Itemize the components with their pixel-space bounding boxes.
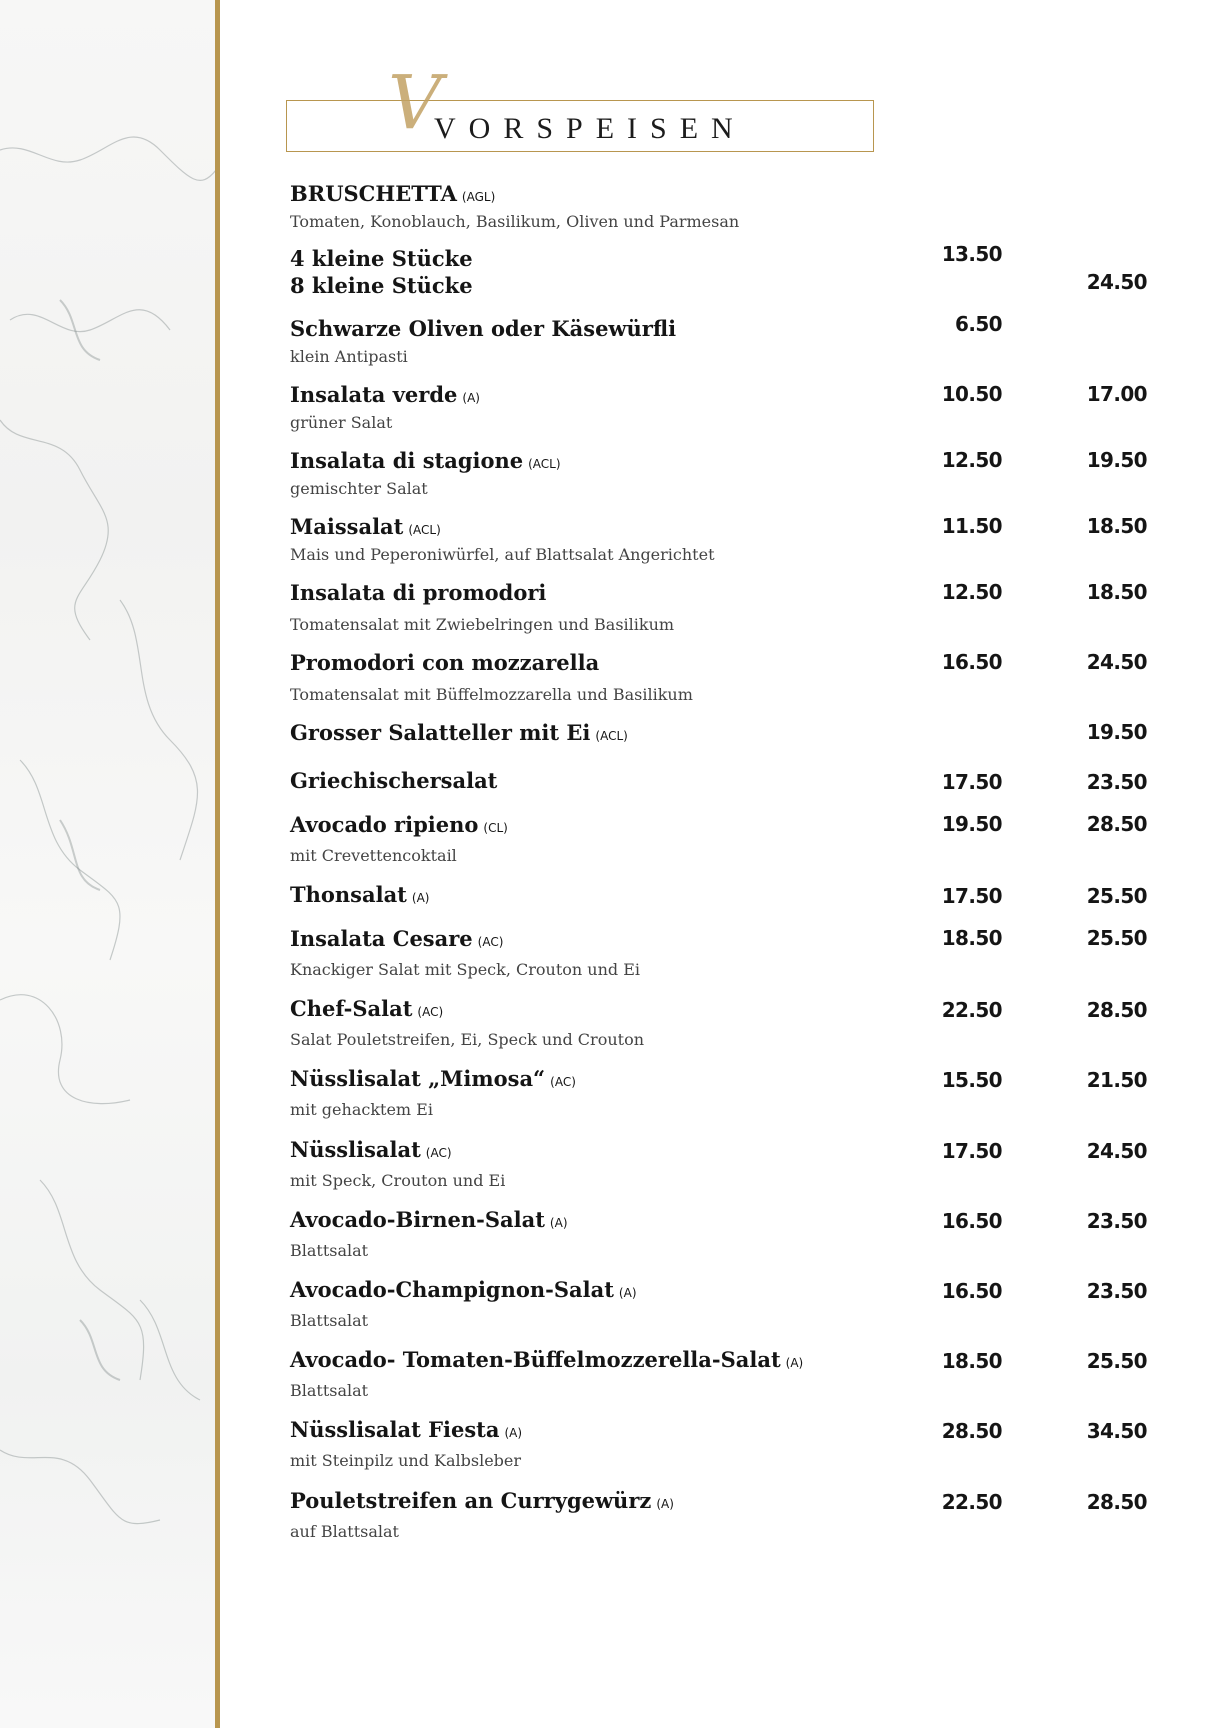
item-description: Tomaten, Konoblauch, Basilikum, Oliven und Parmesan <box>290 212 740 231</box>
menu-item <box>290 447 1150 500</box>
menu-item <box>290 925 1150 981</box>
item-allergen: (ACL) <box>595 729 628 743</box>
bruschetta-option-small: 4 kleine Stücke <box>290 246 473 271</box>
item-name: Insalata di stagione (ACL) <box>290 448 561 473</box>
item-allergen: (AC) <box>550 1075 576 1089</box>
item-description: mit gehacktem Ei <box>290 1100 433 1119</box>
menu-item-bruschetta-options <box>290 242 1150 299</box>
item-price-small: 15.50 <box>941 1068 1002 1092</box>
item-description: Blattsalat <box>290 1241 369 1260</box>
item-price-small: 12.50 <box>941 448 1002 472</box>
menu-item <box>290 811 1150 867</box>
item-price-large: 18.50 <box>1086 514 1147 538</box>
item-name: Thonsalat (A) <box>290 882 430 907</box>
item-name: Griechischersalat <box>290 768 498 793</box>
item-price-large: 19.50 <box>1086 720 1147 744</box>
item-price-large: 34.50 <box>1086 1419 1147 1443</box>
item-price-large: 17.00 <box>1086 382 1147 406</box>
item-name: Grosser Salatteller mit Ei (ACL) <box>290 720 628 745</box>
item-price-small: 28.50 <box>941 1419 1002 1443</box>
item-price-large: 25.50 <box>1086 926 1147 950</box>
item-price-small: 18.50 <box>941 926 1002 950</box>
item-allergen: (AC) <box>425 1146 452 1160</box>
item-allergen: (A) <box>785 1356 804 1370</box>
menu-item <box>290 1276 1150 1332</box>
item-price-large: 18.50 <box>1086 580 1147 604</box>
item-name: Promodori con mozzarella <box>290 650 600 675</box>
menu-item <box>290 995 1150 1051</box>
item-name: Avocado-Champignon-Salat (A) <box>290 1277 637 1302</box>
item-price-small: 16.50 <box>941 1209 1002 1233</box>
item-name: Avocado ripieno (CL) <box>290 812 508 837</box>
item-price-small: 16.50 <box>941 650 1002 674</box>
marble-veins <box>0 0 216 1728</box>
item-price-small: 22.50 <box>941 1490 1002 1514</box>
menu-item <box>290 1346 1150 1402</box>
item-allergen: (AC) <box>417 1005 444 1019</box>
menu-item <box>290 1136 1150 1192</box>
item-description: gemischter Salat <box>290 479 428 498</box>
item-description: Mais und Peperoniwürfel, auf Blattsalat Angerichtet <box>290 545 715 564</box>
item-name: Nüsslisalat „Mimosa“ (AC) <box>290 1066 576 1091</box>
item-allergen: (AGL) <box>461 190 496 204</box>
item-allergen: (A) <box>549 1216 568 1230</box>
item-name: Nüsslisalat Fiesta (A) <box>290 1417 523 1442</box>
item-name: Insalata Cesare (AC) <box>290 926 504 951</box>
item-price-small: 17.50 <box>941 1139 1002 1163</box>
item-description: klein Antipasti <box>290 347 408 366</box>
item-description: Tomatensalat mit Büffelmozzarella und Basilikum <box>290 685 693 704</box>
section-monogram: V <box>388 60 442 146</box>
item-price-small: 17.50 <box>941 770 1002 794</box>
item-price-large: 21.50 <box>1086 1068 1147 1092</box>
item-price-large: 23.50 <box>1086 1279 1147 1303</box>
item-description: Salat Pouletstreifen, Ei, Speck und Crouton <box>290 1030 644 1049</box>
menu-item <box>290 513 1150 566</box>
item-description: mit Steinpilz und Kalbsleber <box>290 1451 522 1470</box>
item-allergen: (ACL) <box>528 457 561 471</box>
item-allergen: (A) <box>411 891 430 905</box>
bruschetta-price-small: 13.50 <box>941 242 1002 266</box>
item-description: grüner Salat <box>290 413 393 432</box>
item-allergen: (A) <box>504 1426 523 1440</box>
item-allergen: (A) <box>462 391 480 405</box>
menu-item <box>290 579 1150 636</box>
menu-item <box>290 767 1150 798</box>
item-price-small: 17.50 <box>941 884 1002 908</box>
item-price-large: 24.50 <box>1086 650 1147 674</box>
item-name: Avocado-Birnen-Salat (A) <box>290 1207 568 1232</box>
item-name: Avocado- Tomaten-Büffelmozzerella-Salat (A) <box>290 1347 804 1372</box>
item-description: mit Crevettencoktail <box>290 846 457 865</box>
item-price-small: 22.50 <box>941 998 1002 1022</box>
item-name: Insalata verde (A) <box>290 382 480 407</box>
item-price-large: 23.50 <box>1086 1209 1147 1233</box>
item-description: mit Speck, Crouton und Ei <box>290 1171 506 1190</box>
menu-item <box>290 719 1150 750</box>
item-price-large: 25.50 <box>1086 1349 1147 1373</box>
item-name: Maissalat (ACL) <box>290 514 441 539</box>
menu-item <box>290 1206 1150 1262</box>
item-name: Schwarze Oliven oder Käsewürfli <box>290 316 677 341</box>
marble-decoration <box>0 0 216 1728</box>
item-price-small: 10.50 <box>941 382 1002 406</box>
item-allergen: (AC) <box>477 935 504 949</box>
item-name: BRUSCHETTA (AGL) <box>290 181 496 206</box>
item-allergen: (A) <box>656 1497 674 1511</box>
menu-item <box>290 312 1150 368</box>
item-price-small: 16.50 <box>941 1279 1002 1303</box>
item-price-large: 24.50 <box>1086 1139 1147 1163</box>
menu-item <box>290 381 1150 434</box>
menu-item <box>290 649 1150 706</box>
item-price-small: 18.50 <box>941 1349 1002 1373</box>
menu-item <box>290 1416 1150 1472</box>
bruschetta-price-large: 24.50 <box>1086 270 1147 294</box>
item-description: Knackiger Salat mit Speck, Crouton und Ei <box>290 960 641 979</box>
item-allergen: (A) <box>618 1286 637 1300</box>
item-name: Insalata di promodori <box>290 580 547 605</box>
item-price-small: 12.50 <box>941 580 1002 604</box>
item-price-large: 28.50 <box>1086 1490 1147 1514</box>
item-price-large: 28.50 <box>1086 812 1147 836</box>
item-name: Pouletstreifen an Currygewürz (A) <box>290 1488 674 1513</box>
item-name: Chef-Salat (AC) <box>290 996 444 1021</box>
menu-item <box>290 1065 1150 1121</box>
item-price-small: 19.50 <box>941 812 1002 836</box>
menu-item-bruschetta <box>290 180 1150 233</box>
item-allergen: (ACL) <box>408 523 441 537</box>
item-price-small: 11.50 <box>941 514 1002 538</box>
menu-item <box>290 1487 1150 1543</box>
item-description: Blattsalat <box>290 1311 369 1330</box>
item-price-large: 23.50 <box>1086 770 1147 794</box>
item-price-large: 28.50 <box>1086 998 1147 1022</box>
item-price-small: 6.50 <box>955 312 1002 336</box>
bruschetta-option-large: 8 kleine Stücke <box>290 273 473 298</box>
item-allergen: (CL) <box>483 821 508 835</box>
item-description: auf Blattsalat <box>290 1522 399 1541</box>
section-title: VORSPEISEN <box>434 112 746 145</box>
item-description: Tomatensalat mit Zwiebelringen und Basilikum <box>290 615 675 634</box>
gold-divider <box>215 0 220 1728</box>
item-price-large: 25.50 <box>1086 884 1147 908</box>
menu-item <box>290 881 1150 912</box>
item-description: Blattsalat <box>290 1381 369 1400</box>
item-price-large: 19.50 <box>1086 448 1147 472</box>
item-name: Nüsslisalat (AC) <box>290 1137 452 1162</box>
